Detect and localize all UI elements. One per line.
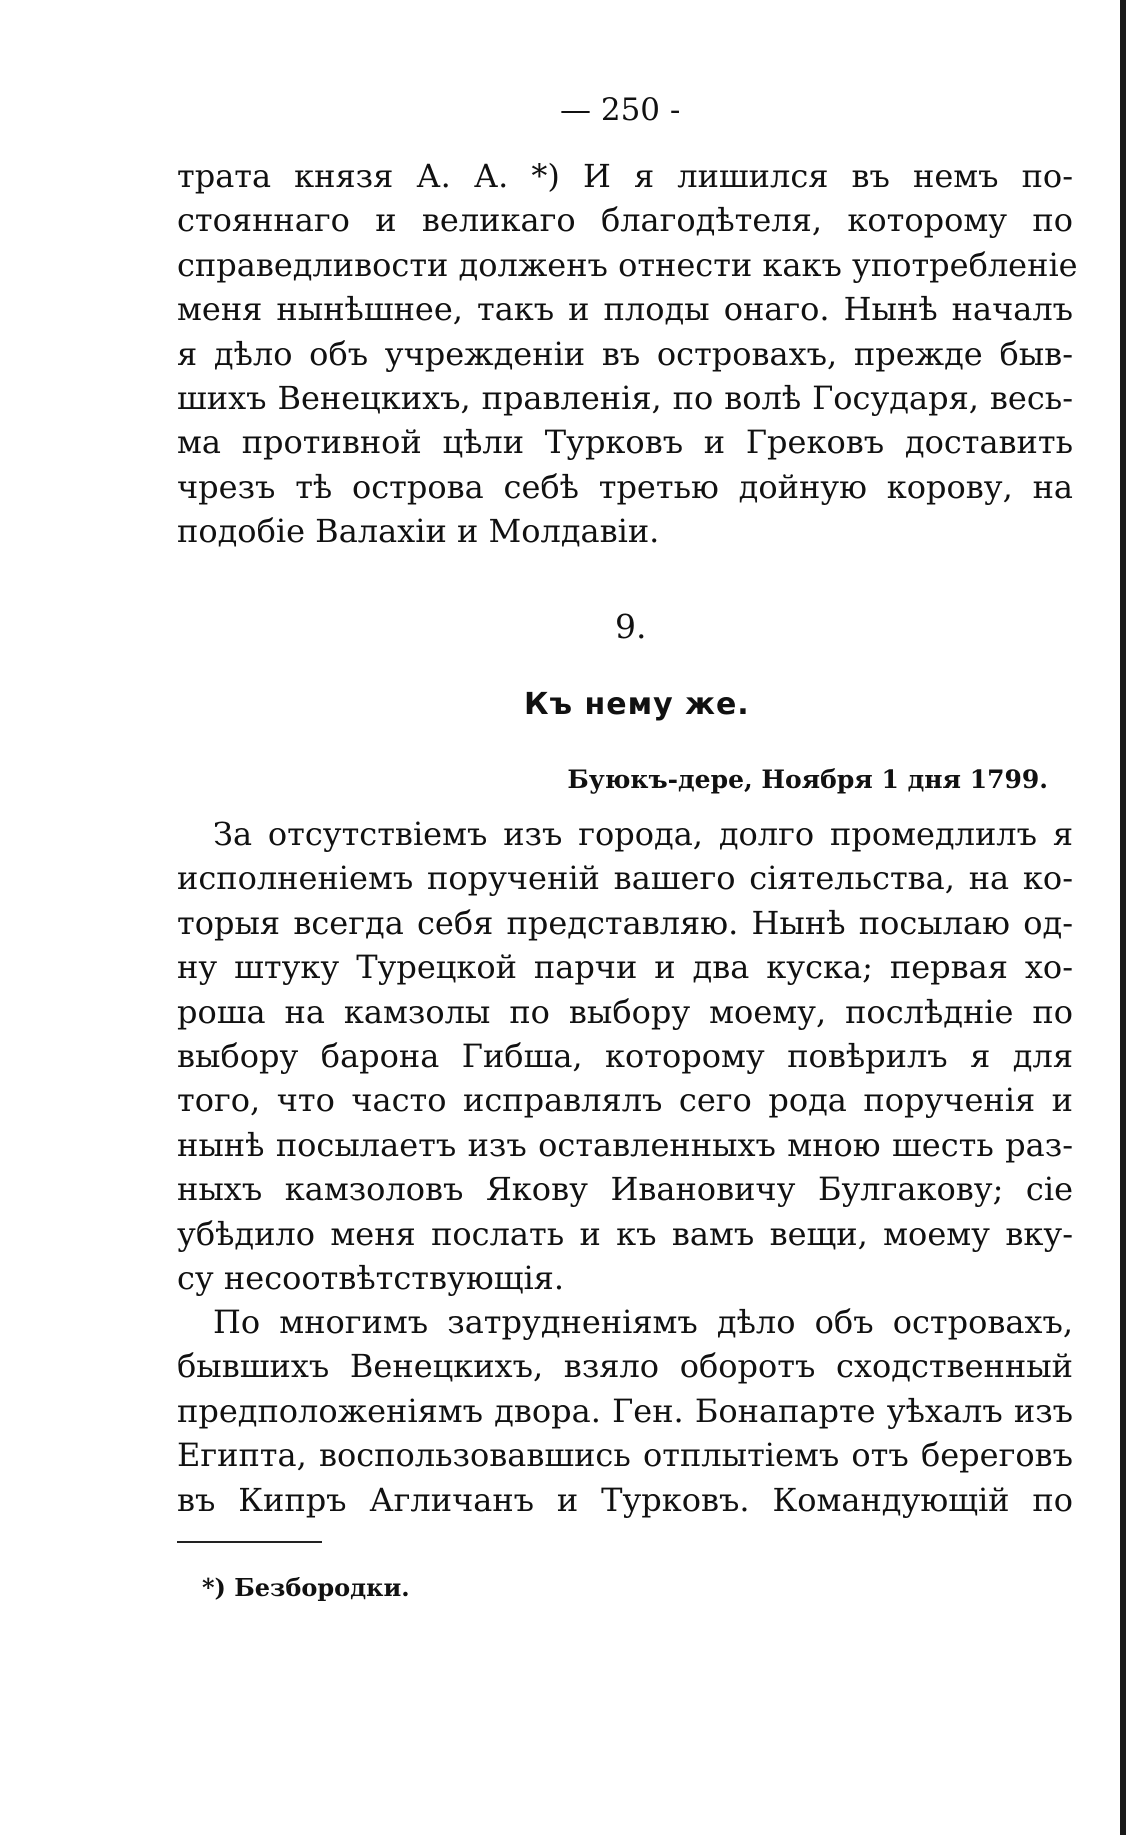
text-line: нынѣ посылаетъ изъ оставленныхъ мною шесть раз- [177, 1125, 1073, 1164]
text-line: исполненіемъ порученій вашего сіятельства, на ко- [177, 859, 1073, 898]
text-line: роша на камзолы по выбору моему, послѣдніе по [177, 992, 1073, 1031]
text-line: торыя всегда себя представляю. Нынѣ посылаю од- [177, 903, 1073, 942]
letter-dateline: Буюкъ-дере, Ноября 1 дня 1799. [567, 765, 1048, 794]
page-edge-rule [1120, 0, 1126, 1835]
text-line: За отсутствіемъ изъ города, долго промедлилъ я [213, 815, 1073, 853]
text-line: выбору барона Гибша, которому повѣрилъ я для [177, 1036, 1073, 1075]
text-line: меня нынѣшнее, такъ и плоды онаго. Нынѣ началъ [177, 290, 1073, 329]
text-line: ма противной цѣли Турковъ и Грековъ доставить [177, 423, 1073, 462]
text-line: я дѣло объ учрежденіи въ островахъ, прежде быв- [177, 334, 1073, 373]
text-line: шихъ Венецкихъ, правленія, по волѣ Государя, весь- [177, 378, 1073, 417]
footnote: *) Безбородки. [202, 1573, 410, 1602]
text-line: бывшихъ Венецкихъ, взяло оборотъ сходственный [177, 1347, 1073, 1386]
paragraph-3 [177, 1300, 1073, 1522]
paragraph-2 [177, 812, 1073, 1300]
text-line: справедливости долженъ отнести какъ употребленіе [177, 245, 1078, 284]
text-line: ну штуку Турецкой парчи и два куска; первая хо- [177, 948, 1073, 987]
text-line: предположеніямъ двора. Ген. Бонапарте уѣхалъ изъ [177, 1391, 1073, 1430]
text-line: су несоотвѣтствующія. [177, 1258, 565, 1297]
page-number: — 250 - [560, 92, 681, 128]
text-line: Египта, воспользовавшись отплытіемъ отъ береговъ [177, 1436, 1073, 1475]
text-line: По многимъ затрудненіямъ дѣло объ островахъ, [213, 1303, 1073, 1341]
text-line: того, что часто исправлялъ сего рода порученія и [177, 1081, 1073, 1120]
footnote-divider [177, 1541, 322, 1543]
text-line: въ Кипръ Агличанъ и Турковъ. Командующій по [177, 1480, 1073, 1519]
text-line: чрезъ тѣ острова себѣ третью дойную корову, на [177, 467, 1073, 506]
text-line: трата князя А. А. *) И я лишился въ немъ по- [177, 157, 1073, 195]
text-line: подобіе Валахіи и Молдавіи. [177, 512, 660, 551]
text-line: ныхъ камзоловъ Якову Ивановичу Булгакову; сіе [177, 1170, 1073, 1209]
paragraph-1 [177, 154, 1078, 554]
text-line: стояннаго и великаго благодѣтеля, которому по [177, 201, 1073, 240]
section-number: 9. [615, 607, 647, 646]
section-title: Къ нему же. [524, 687, 750, 722]
text-line: убѣдило меня послать и къ вамъ вещи, моему вку- [177, 1214, 1073, 1253]
